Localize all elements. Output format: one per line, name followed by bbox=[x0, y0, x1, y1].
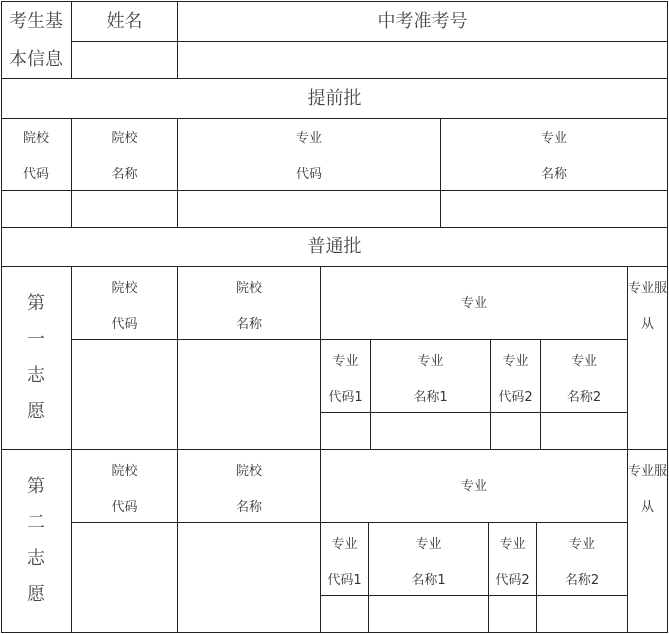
choice1-label-char2: 一 bbox=[27, 329, 45, 350]
adv-major-name-input[interactable] bbox=[441, 191, 667, 227]
c2-code1-input[interactable] bbox=[321, 596, 368, 632]
adv-school-name-l1: 院校 bbox=[111, 130, 138, 146]
c2-school-code-input[interactable] bbox=[72, 523, 177, 632]
c1-school-name-input[interactable] bbox=[178, 340, 320, 449]
name-header: 姓名 bbox=[106, 10, 143, 32]
c2-name1-l2: 名称1 bbox=[411, 572, 446, 588]
c1-major-header: 专业 bbox=[460, 295, 487, 311]
c1-school-name-l2: 名称 bbox=[235, 316, 262, 332]
c2-obey-l1: 专业服 bbox=[628, 463, 668, 479]
c1-name1-input[interactable] bbox=[371, 413, 490, 449]
adv-school-name-input[interactable] bbox=[72, 191, 177, 227]
info-label-line2: 本信息 bbox=[9, 48, 63, 70]
c2-code2-input[interactable] bbox=[489, 596, 536, 632]
c2-name2-l1: 专业 bbox=[568, 536, 595, 552]
adv-major-code-l1: 专业 bbox=[295, 130, 322, 146]
name-input-cell[interactable] bbox=[72, 42, 177, 78]
adv-major-code-l2: 代码 bbox=[295, 166, 322, 182]
choice2-label-char2: 二 bbox=[27, 512, 45, 533]
adv-school-code-l1: 院校 bbox=[22, 130, 49, 146]
c2-school-name-input[interactable] bbox=[178, 523, 320, 632]
adv-major-code-input[interactable] bbox=[178, 191, 440, 227]
adv-school-name-l2: 名称 bbox=[111, 166, 138, 182]
c2-name2-input[interactable] bbox=[537, 596, 627, 632]
c2-code2-l1: 专业 bbox=[499, 536, 526, 552]
info-label-line1: 考生基 bbox=[9, 10, 63, 32]
choice2-label-char3: 志 bbox=[27, 548, 45, 569]
choice2-label-char1: 第 bbox=[27, 476, 45, 497]
rule-advance-title bbox=[1, 118, 668, 119]
choice2-label-char4: 愿 bbox=[27, 584, 45, 605]
c1-name2-input[interactable] bbox=[541, 413, 627, 449]
c1-code1-input[interactable] bbox=[321, 413, 370, 449]
exam-number-input-cell[interactable] bbox=[178, 42, 667, 78]
c1-name2-l1: 专业 bbox=[570, 353, 597, 369]
choice1-label-char4: 愿 bbox=[27, 401, 45, 422]
c1-code1-l1: 专业 bbox=[332, 353, 359, 369]
c1-obey-input[interactable] bbox=[628, 340, 667, 449]
c1-code2-input[interactable] bbox=[491, 413, 540, 449]
c1-name1-l2: 名称1 bbox=[413, 389, 448, 405]
c1-code2-l1: 专业 bbox=[502, 353, 529, 369]
c2-school-code-l1: 院校 bbox=[111, 463, 138, 479]
c1-obey-l2: 从 bbox=[640, 316, 654, 332]
c2-school-code-l2: 代码 bbox=[111, 499, 138, 515]
c1-school-name-l1: 院校 bbox=[235, 280, 262, 296]
c2-code2-l2: 代码2 bbox=[495, 572, 530, 588]
border-bottom bbox=[1, 632, 668, 633]
advance-batch-title: 提前批 bbox=[307, 87, 362, 109]
adv-school-code-l2: 代码 bbox=[22, 166, 49, 182]
adv-major-name-l2: 名称 bbox=[540, 166, 567, 182]
c2-name1-l1: 专业 bbox=[415, 536, 442, 552]
c2-obey-input[interactable] bbox=[628, 523, 667, 632]
c2-name2-l2: 名称2 bbox=[564, 572, 600, 588]
choice1-label-char1: 第 bbox=[27, 293, 45, 314]
c2-school-name-l2: 名称 bbox=[235, 499, 262, 515]
c1-code1-l2: 代码1 bbox=[328, 389, 363, 405]
c1-school-code-l1: 院校 bbox=[111, 280, 138, 296]
c2-major-header: 专业 bbox=[460, 478, 487, 494]
c1-school-code-l2: 代码 bbox=[111, 316, 138, 332]
c2-name1-input[interactable] bbox=[369, 596, 488, 632]
choice1-label-char3: 志 bbox=[27, 365, 45, 386]
adv-school-code-input[interactable] bbox=[2, 191, 71, 227]
c2-obey-l2: 从 bbox=[640, 499, 654, 515]
adv-major-name-l1: 专业 bbox=[540, 130, 567, 146]
c1-code2-l2: 代码2 bbox=[498, 389, 533, 405]
c2-school-name-l1: 院校 bbox=[235, 463, 262, 479]
regular-batch-title: 普通批 bbox=[307, 236, 362, 257]
c1-name1-l1: 专业 bbox=[417, 353, 444, 369]
c2-code1-l2: 代码1 bbox=[327, 572, 362, 588]
c1-school-code-input[interactable] bbox=[72, 340, 177, 449]
c2-code1-l1: 专业 bbox=[331, 536, 358, 552]
exam-number-header: 中考准考号 bbox=[377, 10, 468, 32]
c1-name2-l2: 名称2 bbox=[566, 389, 602, 405]
c1-obey-l1: 专业服 bbox=[628, 280, 668, 296]
